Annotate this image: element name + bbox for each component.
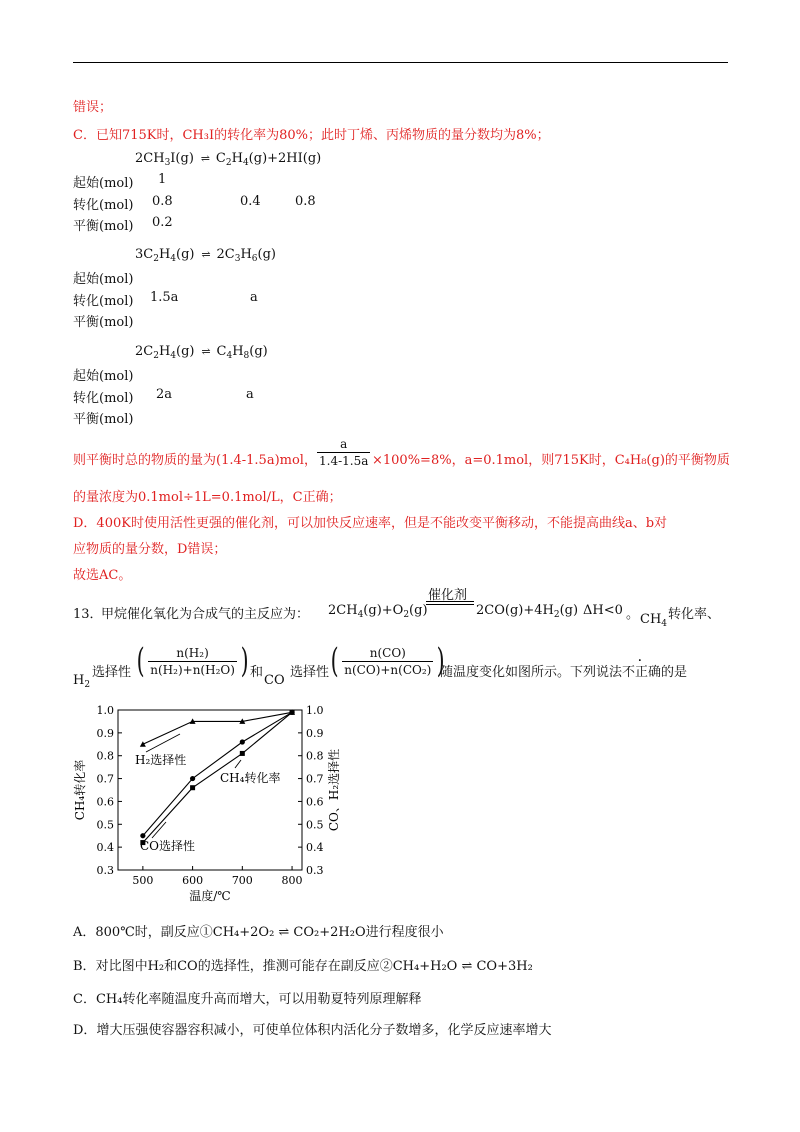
table3-row-conv-label: 转化(mol) [73,391,134,406]
y-right-tick-label: 0.8 [306,749,324,763]
stem-tail [440,661,687,680]
x-tick-label: 800 [281,874,303,887]
h2-frac-den: n(H₂)+n(H₂O) [150,662,235,677]
header-rule [73,62,728,63]
table3-row-eq-label: 平衡(mol) [73,412,134,427]
y-left-tick-label: 0.5 [96,818,114,832]
y-left-tick-label: 0.6 [96,795,114,809]
point-square [240,751,245,756]
point-circle [190,776,195,781]
y-right-tick-label: 0.3 [306,864,324,877]
table1-row-start-v1: 1 [158,172,167,187]
y-left-tick-label: 0.4 [96,841,114,855]
y-right-tick-label: 1.0 [306,704,324,717]
calc-frac-num: a [317,437,370,453]
conversion-rate-label: 转化率、 [668,607,721,622]
x-tick-label: 500 [132,874,154,887]
stem-tail-emphasis: 不正确 [622,665,662,680]
reaction-1: $2CH_3I(g)$ ⇌ $C_2H_4(g)+2HI(g)$ [135,151,322,168]
table1-row-conv-v1: 0.8 [152,194,173,209]
main-reaction: $2CH_4(g)+O_2(g)$ [328,603,428,620]
option-d-label: D． [73,1023,97,1038]
annotation-label-1: CH₄转化率 [220,771,281,785]
wrong-label: 错误； [73,100,113,115]
co-selectivity-fraction: ( $\frac{n(CO)}{\text{n(CO)+n(CO₂)}}$ ) [330,641,445,681]
option-c-label: C． [73,992,96,1007]
point-triangle [140,741,146,747]
x-tick-label: 600 [182,874,204,887]
y-left-tick-label: 0.8 [96,749,114,763]
h2-selectivity-label: 选择性 [92,665,132,680]
stem-tail-a: 随温度变化如图所示。下列说法 [440,665,623,680]
h2-selectivity-fraction: ( $\frac{\text{n(H₂)}}{\text{n(H₂)+n(H₂O)}}$ ) [136,641,249,681]
y-left-tick-label: 0.3 [96,864,114,877]
y-right-tick-label: 0.6 [306,795,324,809]
stem-tail-c: 的是 [661,665,688,680]
option-b-label: B． [73,959,96,974]
y-left-tick-label: 1.0 [96,704,114,717]
point-circle [140,833,145,838]
annotation-leader-1 [235,760,241,768]
y-right-tick-label: 0.7 [306,772,324,786]
co-selectivity-label: 选择性 [290,665,330,680]
calc-frac-den: 1.4-1.5a [319,454,369,468]
option-a-label: A． [73,925,96,940]
y-left-tick-label: 0.7 [96,772,114,786]
table1-row-eq-v1: 0.2 [152,215,173,230]
option-c-intro: C．已知715K时，CH₃I的转化率为80%；此时丁烯、丙烯物质的量分数均为8%； [73,128,550,143]
table1-row-start-label: 起始(mol) [73,176,134,191]
table1-row-conv-label: 转化(mol) [73,198,134,213]
calc-fraction [316,437,371,468]
option-a[interactable] [73,921,444,940]
table2-row-conv-v1: 1.5a [150,290,179,305]
co-frac-den: n(CO)+n(CO₂) [344,662,432,677]
x-axis-label: 温度/℃ [189,889,231,903]
table1-row-conv-v3: 0.8 [295,194,316,209]
table3-row-conv-v2: a [246,387,254,402]
point-circle [240,739,245,744]
ch4-selectivity-chart [70,700,370,905]
stem-part2: 。 [626,607,640,622]
table3-row-start-label: 起始(mol) [73,369,134,384]
and-label: 和 [250,665,264,680]
option-d-text: 增大压强使容器容积减小，可使单位体积内活化分子数增多，化学反应速率增大 [96,1023,552,1038]
option-b-text: 对比图中H₂和CO的选择性，推测可能存在副反应②CH₄+H₂O ⇌ CO+3H₂ [95,959,533,974]
y-axis-right-label: CO、H₂选择性 [327,748,341,832]
main-reaction-rhs: $2CO(g)+4H_2(g)$ [476,603,579,620]
annotation-label-0: H₂选择性 [135,753,187,767]
calc-suffix: ×100%=8%，a=0.1mol，则715K时，C₄H₈(g)的平衡物质 [372,453,730,468]
calc-prefix: 则平衡时总的物质的量为(1.4-1.5a)mol， [73,453,317,468]
question-number: 13． [73,607,103,622]
y-axis-left-label: CH₄转化率 [73,759,87,821]
table2-row-conv-v2: a [250,290,258,305]
table2-row-conv-label: 转化(mol) [73,294,134,309]
option-d-line1: D．400K时使用活性更强的催化剂，可以加快反应速率，但是不能改变平衡移动，不能提高曲线a、b对 [73,516,668,531]
reaction-2: $3C_2H_4(g)$ ⇌ $2C_3H_6(g)$ [135,247,276,264]
catalyst-label: 催化剂 [428,588,468,603]
annotation-label-2: CO选择性 [140,839,196,853]
option-c-text: CH₄转化率随温度升高而增大，可以用勒夏特列原理解释 [95,992,422,1007]
question-stem-part1: 甲烷催化氧化为合成气的主反应为： [101,607,310,622]
y-right-tick-label: 0.5 [306,818,324,832]
h2-frac-num: n(H₂) [148,646,237,662]
catalyst-arrow [426,601,474,605]
calc-line2: 的量浓度为0.1mol÷1L=0.1mol/L，C正确； [73,490,342,505]
x-tick-label: 700 [231,874,253,887]
option-d[interactable] [73,1019,551,1038]
ch4-label: $CH_4$ [640,612,668,629]
table1-row-conv-v2: 0.4 [240,194,261,209]
table1-row-eq-label: 平衡(mol) [73,219,134,234]
series-line-0 [143,712,292,744]
option-b[interactable] [73,955,533,974]
delta-h: ΔH<0 [583,603,623,618]
option-c[interactable] [73,988,421,1007]
point-square [190,785,195,790]
h2-label: $H_2$ [73,673,91,690]
y-left-tick-label: 0.9 [96,726,114,740]
conclusion: 故选AC。 [73,568,132,583]
co-frac-num: n(CO) [342,646,433,662]
y-right-tick-label: 0.9 [306,726,324,740]
point-circle [289,710,294,715]
table2-row-eq-label: 平衡(mol) [73,315,134,330]
annotation-leader-0 [146,734,180,752]
table2-row-start-label: 起始(mol) [73,272,134,287]
reaction-3: $2C_2H_4(g)$ ⇌ $C_4H_8(g)$ [135,344,268,361]
co-label: CO [264,673,285,688]
option-d-line2: 应物质的量分数，D错误； [73,542,227,557]
option-a-text: 800℃时，副反应①CH₄+2O₂ ⇌ CO₂+2H₂O进行程度很小 [95,925,444,940]
table3-row-conv-v1: 2a [156,387,173,402]
y-right-tick-label: 0.4 [306,841,324,855]
